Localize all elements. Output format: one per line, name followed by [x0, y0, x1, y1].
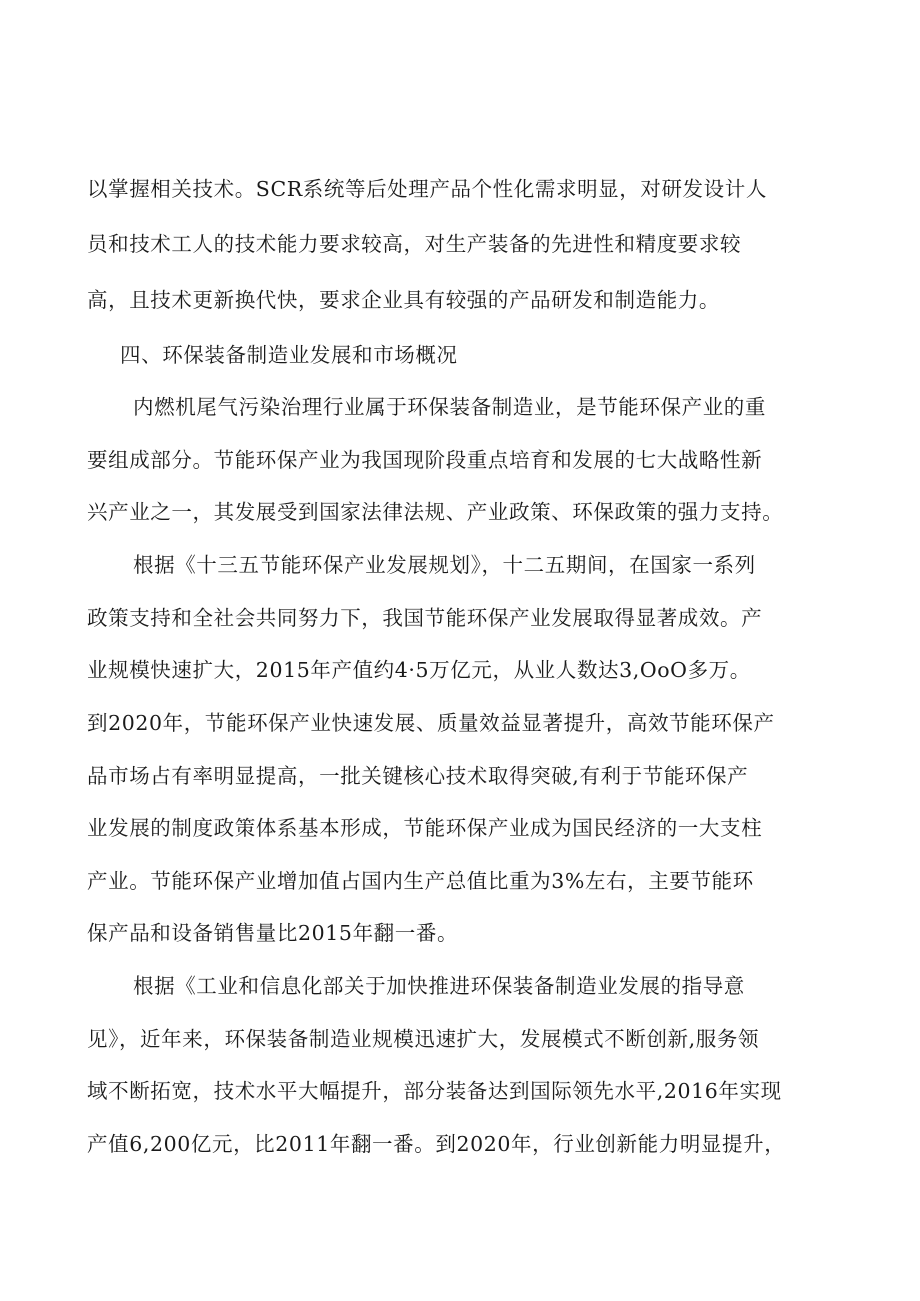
- text-line-14: 产业。节能环保产业增加值占国内生产总值比重为3%左右，主要节能环: [87, 869, 754, 893]
- text-line-2: 员和技术工人的技术能力要求较高，对生产装备的先进性和精度要求较: [87, 232, 742, 256]
- text-line-19: 产值6,200亿元，比2011年翻一番。到2020年，行业创新能力明显提升，: [87, 1132, 786, 1156]
- text-line-3: 高，且技术更新换代快，要求企业具有较强的产品研发和制造能力。: [87, 288, 720, 312]
- text-line-1: 以掌握相关技术。SCR系统等后处理产品个性化需求明显，对研发设计人: [87, 177, 767, 201]
- text-line-7: 兴产业之一，其发展受到国家法律法规、产业政策、环保政策的强力支持。: [87, 500, 784, 524]
- text-line-12: 品市场占有率明显提高，一批关键核心技术取得突破,有利于节能环保产: [87, 764, 749, 788]
- text-line-18: 域不断拓宽，技术水平大幅提升，部分装备达到国际领先水平,2016年实现: [87, 1079, 782, 1103]
- text-line-5: 内燃机尾气污染治理行业属于环保装备制造业，是节能环保产业的重: [133, 395, 766, 419]
- text-line-16: 根据《工业和信息化部关于加快推进环保装备制造业发展的指导意: [133, 974, 745, 998]
- text-line-15: 保产品和设备销售量比2015年翻一番。: [87, 921, 459, 945]
- text-line-10: 业规模快速扩大，2015年产值约4·5万亿元，从业人数达3,OoO多万。: [87, 658, 751, 682]
- text-line-11: 到2020年，节能环保产业快速发展、质量效益显著提升，高效节能环保产: [87, 711, 775, 735]
- text-line-17: 见》，近年来，环保装备制造业规模迅速扩大，发展模式不断创新,服务领: [87, 1027, 760, 1051]
- text-line-9: 政策支持和全社会共同努力下，我国节能环保产业发展取得显著成效。产: [87, 606, 763, 630]
- text-line-8: 根据《十三五节能环保产业发展规划》，十二五期间，在国家一系列: [133, 553, 756, 577]
- section-heading: 四、环保装备制造业发展和市场概况: [120, 343, 458, 367]
- text-line-6: 要组成部分。节能环保产业为我国现阶段重点培育和发展的七大战略性新: [87, 448, 763, 472]
- text-line-13: 业发展的制度政策体系基本形成，节能环保产业成为国民经济的一大支柱: [87, 816, 763, 840]
